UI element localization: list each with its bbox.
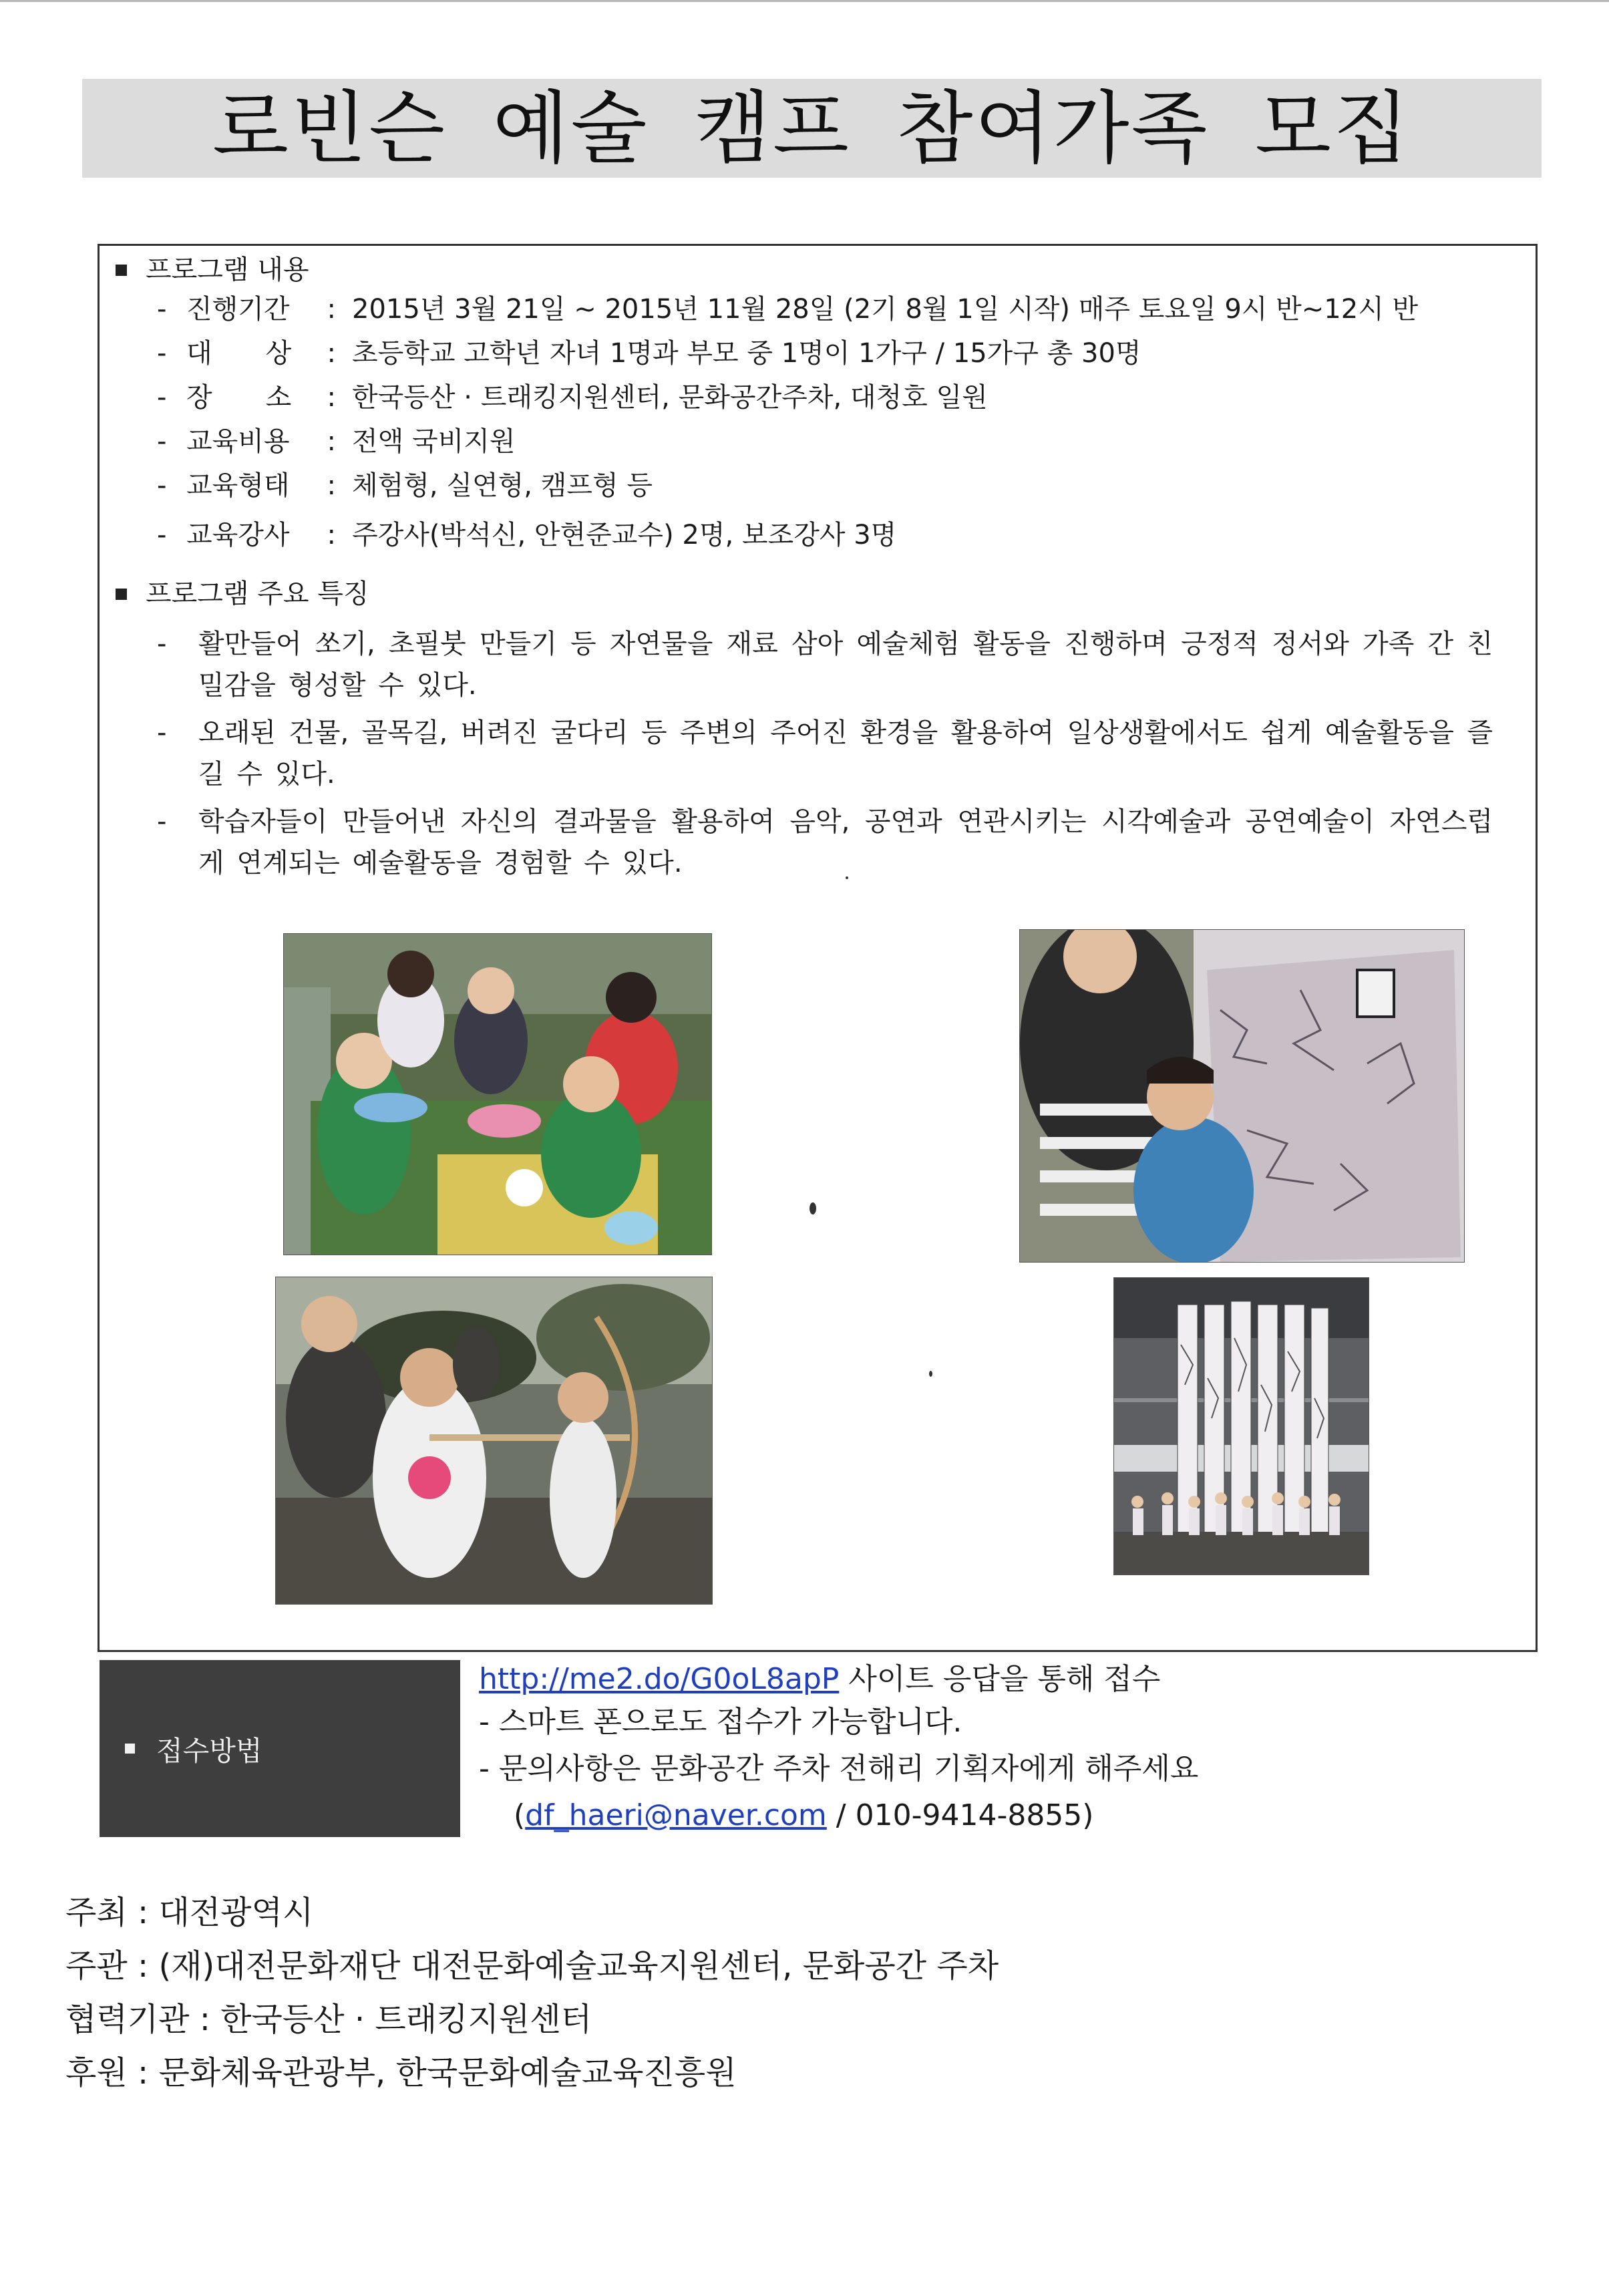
program-features-heading (116, 577, 369, 611)
feature-item: - 학습자들이 만들어낸 자신의 결과물을 활용하여 음악, 공연과 연관시키는 시각예술과 공연예술이 자연스럽게 연계되는 예술활동을 경험할 수 있다. (157, 801, 1493, 884)
sponsor-value: 한국등산 · 트래킹지원센터 (220, 2001, 592, 2038)
sponsor-value: 대전광역시 (158, 1894, 314, 1931)
sponsor-role: 협력기관 (65, 2001, 190, 2038)
photo-hanging-scrolls (1113, 1277, 1369, 1575)
scan-speck (929, 1371, 932, 1377)
program-row-label: 교육강사 (186, 520, 290, 550)
program-row-location: - 장 소 : 한국등산 · 트래킹지원센터, 문화공간주차, 대청호 일원 (157, 375, 1519, 420)
square-bullet-icon (116, 265, 127, 276)
program-row-instructors: - 교육강사 : 주강사(박석신, 안현준교수) 2명, 보조강사 3명 (157, 513, 1519, 557)
square-bullet-icon (125, 1744, 135, 1754)
program-row-label: 교육형태 (186, 470, 290, 501)
program-row-cost: - 교육비용 : 전액 국비지원 (157, 420, 1519, 464)
apply-content (479, 1660, 1198, 1839)
program-features-heading-label: 프로그램 주요 특징 (146, 579, 369, 609)
sponsor-row-partner: 협력기관 : 한국등산 · 트래킹지원센터 (65, 2001, 592, 2038)
sponsor-row-supporter: 후원 : 문화체육관광부, 한국문화예술교육진흥원 (65, 2054, 737, 2092)
program-content-heading (116, 253, 309, 287)
scan-edge-line (0, 0, 1609, 2)
feature-item: - 활만들어 쏘기, 초필붓 만들기 등 자연물을 재료 삼아 예술체험 활동을 진행하며 긍정적 정서와 가족 간 친밀감을 형성할 수 있다. (157, 623, 1493, 706)
feature-item: - 오래된 건물, 골목길, 버려진 굴다리 등 주변의 주어진 환경을 활용하여 일상생활에서도 쉽게 예술활동을 즐길 수 있다. (157, 712, 1493, 795)
program-row-value: 전액 국비지원 (352, 426, 516, 457)
program-row-value: 체험형, 실연형, 캠프형 등 (352, 470, 653, 501)
sponsor-row-organizer: 주관 : (재)대전문화재단 대전문화예술교육지원센터, 문화공간 주차 (65, 1947, 999, 1985)
sponsor-role: 주관 (65, 1947, 128, 1985)
photo-wall-art (1019, 929, 1465, 1263)
program-row-value: 2015년 3월 21일 ~ 2015년 11월 28일 (2기 8월 1일 시작) 매주 토요일 9시 반~12시 반 (352, 294, 1419, 325)
apply-url-suffix: 사이트 응답을 통해 접수 (848, 1662, 1161, 1696)
program-content-heading-label: 프로그램 내용 (146, 255, 309, 285)
apply-label: 접수방법 (156, 1735, 262, 1767)
apply-contact-info (479, 1792, 1198, 1839)
apply-url-link[interactable]: http://me2.do/G0oL8apP (479, 1662, 840, 1696)
feature-text: 활만들어 쏘기, 초필붓 만들기 등 자연물을 재료 삼아 예술체험 활동을 진행하며 긍정적 정서와 가족 간 친밀감을 형성할 수 있다. (198, 629, 1493, 701)
photo-children-crafts (283, 933, 712, 1255)
scan-speck (810, 1202, 816, 1214)
apply-contact-note: - 문의사항은 문화공간 주차 전해리 기획자에게 해주세요 (479, 1752, 1199, 1786)
sponsor-role: 후원 (65, 2054, 128, 2092)
contact-email-link[interactable]: df_haeri@naver.com (525, 1798, 827, 1832)
program-row-label: 장 소 (186, 382, 292, 413)
program-row-label: 교육비용 (186, 426, 290, 457)
sponsor-role: 주최 (65, 1894, 128, 1931)
apply-label-cell (100, 1660, 460, 1837)
page-title: 로빈슨 예술 캠프 참여가족 모집 (212, 82, 1411, 174)
feature-list (157, 623, 1493, 890)
scan-speck (846, 876, 848, 879)
sponsor-row-host: 주최 : 대전광역시 (65, 1894, 314, 1931)
sponsor-value: (재)대전문화재단 대전문화예술교육지원센터, 문화공간 주차 (158, 1947, 999, 1985)
square-bullet-icon (116, 589, 127, 600)
sponsor-list (65, 1886, 1535, 2100)
program-row-period: - 진행기간 : 2015년 3월 21일 ~ 2015년 11월 28일 (2기 8월 1일 시작) 매주 토요일 9시 반~12시 반 (157, 287, 1519, 331)
program-row-label: 진행기간 (186, 294, 290, 325)
feature-text: 오래된 건물, 골목길, 버려진 굴다리 등 주변의 주어진 환경을 활용하여 일상생활에서도 쉽게 예술활동을 즐길 수 있다. (198, 717, 1493, 790)
feature-text: 학습자들이 만들어낸 자신의 결과물을 활용하여 음악, 공연과 연관시키는 시각예술과 공연예술이 자연스럽게 연계되는 예술활동을 경험할 수 있다. (198, 806, 1493, 878)
program-row-value: 주강사(박석신, 안현준교수) 2명, 보조강사 3명 (352, 520, 897, 550)
program-info-box (98, 244, 1538, 1832)
program-detail-list (157, 287, 1519, 557)
apply-section (100, 1660, 1536, 1837)
program-row-value: 초등학교 고학년 자녀 1명과 부모 중 1명이 1가구 / 15가구 총 30명 (352, 338, 1141, 369)
program-row-value: 한국등산 · 트래킹지원센터, 문화공간주차, 대청호 일원 (352, 382, 988, 413)
contact-paren: ( (514, 1798, 526, 1832)
contact-phone: / 010-9414-8855) (836, 1798, 1094, 1832)
program-row-format: - 교육형태 : 체험형, 실연형, 캠프형 등 (157, 464, 1519, 508)
program-row-target: - 대 상 : 초등학교 고학년 자녀 1명과 부모 중 1명이 1가구 / 15가구 총 30명 (157, 331, 1519, 375)
photo-archery (275, 1277, 713, 1605)
program-row-label: 대 상 (186, 338, 292, 369)
apply-mobile-note: - 스마트 폰으로도 접수가 가능합니다. (479, 1705, 962, 1739)
sponsor-value: 문화체육관광부, 한국문화예술교육진흥원 (158, 2054, 737, 2092)
